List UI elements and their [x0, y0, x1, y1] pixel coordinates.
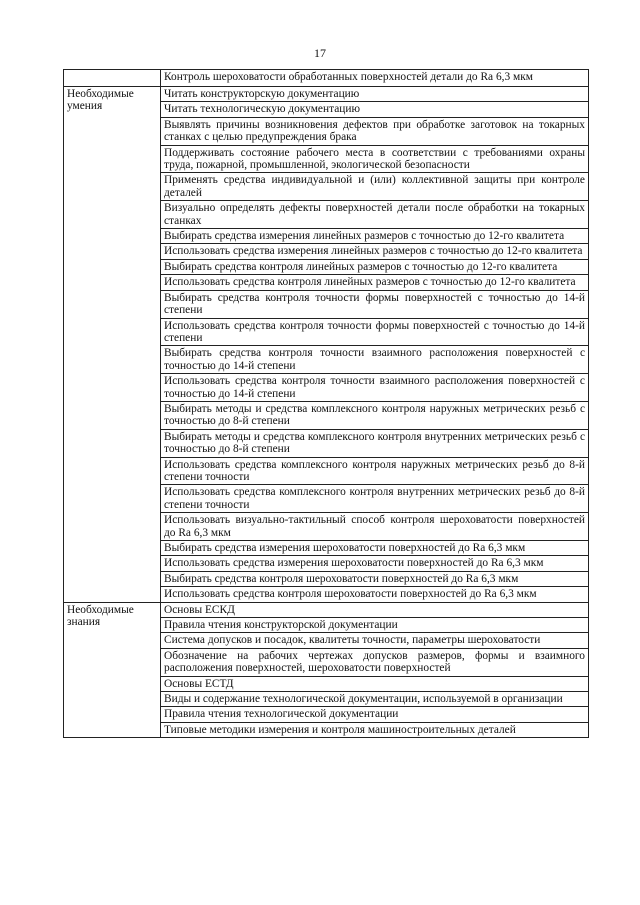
skills-item: Читать технологическую документацию	[161, 102, 589, 117]
knowledge-item: Основы ЕСКД	[161, 602, 589, 617]
skills-item: Использовать средства контроля шероховатости поверхностей до Ra 6,3 мкм	[161, 587, 589, 602]
skills-item: Визуально определять дефекты поверхностей детали после обработки на токарных станках	[161, 201, 589, 229]
skills-category-label: Необходимые умения	[64, 87, 161, 603]
empty-category-cell	[64, 70, 161, 87]
skills-item: Использовать средства комплексного контроля наружных метрических резьб до 8-й степени точности	[161, 457, 589, 485]
skills-item: Выбирать средства контроля шероховатости поверхностей до Ra 6,3 мкм	[161, 571, 589, 586]
continuation-row	[64, 70, 589, 87]
skills-item: Использовать средства контроля точности взаимного расположения поверхностей с точностью до 14-й степени	[161, 374, 589, 402]
skills-item: Выбирать средства контроля линейных размеров с точностью до 12-го квалитета	[161, 259, 589, 274]
skills-item: Применять средства индивидуальной и (или) коллективной защиты при контроле деталей	[161, 173, 589, 201]
skills-item: Использовать визуально-тактильный способ контроля шероховатости поверхностей до Ra 6,3 мкм	[161, 513, 589, 541]
skills-item: Читать конструкторскую документацию	[161, 87, 589, 102]
skills-item: Выявлять причины возникновения дефектов при обработке заготовок на токарных станках с целью предупреждения брака	[161, 117, 589, 145]
knowledge-item: Основы ЕСТД	[161, 676, 589, 691]
skills-item: Выбирать средства контроля точности взаимного расположения поверхностей с точностью до 14-й степени	[161, 346, 589, 374]
skills-item: Выбирать методы и средства комплексного контроля внутренних метрических резьб с точностью до 8-й степени	[161, 429, 589, 457]
continuation-item: Контроль шероховатости обработанных поверхностей детали до Ra 6,3 мкм	[161, 70, 589, 87]
competency-table-body	[64, 70, 589, 738]
knowledge-item: Правила чтения технологической документации	[161, 707, 589, 722]
skills-item: Выбирать методы и средства комплексного контроля наружных метрических резьб с точностью до 8-й степени	[161, 401, 589, 429]
skills-item: Использовать средства комплексного контроля внутренних метрических резьб до 8-й степени точности	[161, 485, 589, 513]
knowledge-item: Типовые методики измерения и контроля машиностроительных деталей	[161, 722, 589, 737]
knowledge-item: Обозначение на рабочих чертежах допусков размеров, формы и взаимного расположения поверхностей, шероховатости поверхностей	[161, 648, 589, 676]
skills-item: Использовать средства контроля линейных размеров с точностью до 12-го квалитета	[161, 275, 589, 290]
knowledge-item: Система допусков и посадок, квалитеты точности, параметры шероховатости	[161, 633, 589, 648]
skills-item: Выбирать средства измерения шероховатости поверхностей до Ra 6,3 мкм	[161, 541, 589, 556]
knowledge-item: Правила чтения конструкторской документации	[161, 618, 589, 633]
skills-item: Использовать средства измерения шероховатости поверхностей до Ra 6,3 мкм	[161, 556, 589, 571]
skills-item: Выбирать средства измерения линейных размеров с точностью до 12-го квалитета	[161, 229, 589, 244]
skills-item: Использовать средства контроля точности формы поверхностей с точностью до 14-й степени	[161, 318, 589, 346]
knowledge-category-label: Необходимые знания	[64, 602, 161, 738]
skills-item: Использовать средства измерения линейных размеров с точностью до 12-го квалитета	[161, 244, 589, 259]
skills-item: Выбирать средства контроля точности формы поверхностей с точностью до 14-й степени	[161, 290, 589, 318]
page-number: 17	[314, 46, 326, 60]
knowledge-row	[64, 602, 589, 617]
competency-table	[63, 69, 589, 738]
skills-row	[64, 87, 589, 102]
knowledge-item: Виды и содержание технологической документации, используемой в организации	[161, 692, 589, 707]
skills-item: Поддерживать состояние рабочего места в соответствии с требованиями охраны труда, пожарной, промышленной, экологической безопасности	[161, 145, 589, 173]
